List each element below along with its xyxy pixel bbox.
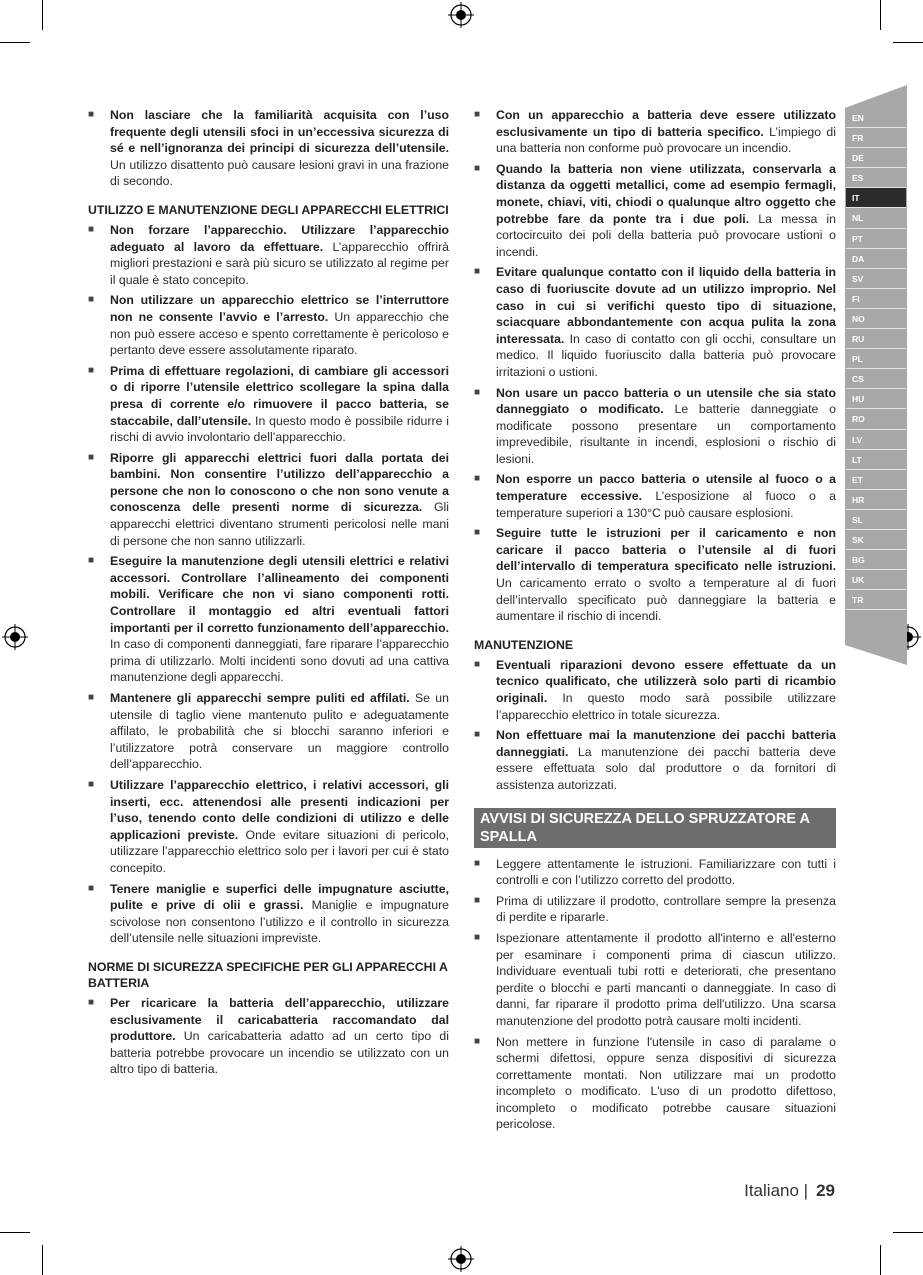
bullet-square-icon: ■ bbox=[474, 162, 481, 174]
bold-lead-text: Per ricaricare la batteria dell’apparecchio, utilizzare esclusivamente il caricabatteria raccomandato dal produttore. bbox=[110, 995, 449, 1044]
section-heading-battery-rules: NORME DI SICUREZZA SPECIFICHE PER GLI APPARECCHI A BATTERIA bbox=[88, 959, 448, 990]
language-tab-list bbox=[846, 108, 906, 610]
maintenance-list bbox=[474, 657, 836, 794]
body-text: In caso di contatto con gli occhi, consultare un medico. Il liquido fuoriuscito dalla batteria può provocare irritazioni o ustioni. bbox=[496, 331, 836, 379]
battery-rules-list-continued bbox=[474, 107, 836, 625]
bold-lead-text: Eseguire la manutenzione degli utensili elettrici e relativi accessori. Controllare l’allineamento dei componenti mobili. Verificare che non vi siano componenti rotti. Controllare il montaggio ed altri eventuali fattori importanti per il corretto funzionamento dell’apparecchio. bbox=[110, 554, 449, 635]
crop-mark bbox=[0, 1232, 30, 1233]
sprayer-safety-list bbox=[474, 856, 836, 1134]
bullet-square-icon: ■ bbox=[474, 473, 481, 485]
list-item bbox=[88, 222, 449, 288]
list-item bbox=[88, 995, 449, 1078]
bullet-square-icon: ■ bbox=[474, 894, 481, 906]
list-item bbox=[474, 385, 836, 468]
registration-mark-icon bbox=[448, 2, 474, 28]
right-column bbox=[474, 107, 836, 1137]
body-text: In caso di componenti danneggiati, fare riparare l’apparecchio prima di utilizzarlo. Molti incidenti sono dovuti ad una cattiva manutenzione degli apparecchi. bbox=[110, 637, 449, 685]
bullet-square-icon: ■ bbox=[88, 109, 95, 120]
language-tab-sl[interactable]: SL bbox=[846, 510, 906, 530]
list-item bbox=[474, 471, 836, 521]
bullet-square-icon: ■ bbox=[474, 527, 481, 539]
bullet-square-icon: ■ bbox=[474, 658, 481, 670]
body-text: Onde evitare situazioni di pericolo, utilizzare l’apparecchio elettrico solo per i lavori per cui è stato concepito. bbox=[110, 827, 450, 875]
bullet-square-icon: ■ bbox=[474, 109, 481, 120]
language-tab-de[interactable]: DE bbox=[846, 148, 906, 168]
bullet-square-icon: ■ bbox=[88, 364, 95, 376]
bold-lead-text: Non forzare l’apparecchio. Utilizzare l’apparecchio adeguato al lavoro da effettuare. bbox=[110, 222, 449, 254]
bold-lead-text: Riporre gli apparecchi elettrici fuori dalla portata dei bambini. Non consentire l’utilizzo dell’apparecchio a persone che non lo conoscono o che non sono venute a conoscenza delle presenti norme di sicurezza. bbox=[110, 450, 449, 515]
body-text: L’apparecchio offrirà migliori prestazioni e sarà più sicuro se utilizzato al regime per il quale è stato concepito. bbox=[110, 239, 449, 287]
bullet-square-icon: ■ bbox=[474, 857, 481, 869]
bold-lead-text: Mantenere gli apparecchi sempre puliti ed affilati. bbox=[110, 691, 410, 705]
list-item bbox=[88, 450, 449, 550]
intro-list bbox=[88, 107, 449, 190]
language-tab-fi[interactable]: FI bbox=[846, 289, 906, 309]
list-item bbox=[88, 690, 449, 773]
list-item bbox=[474, 1034, 836, 1134]
body-text: Un apparecchio che non può essere acceso e spento correttamente è pericoloso e pertanto deve essere assolutamente riparato. bbox=[110, 309, 450, 358]
bullet-square-icon: ■ bbox=[88, 996, 95, 1008]
bullet-square-icon: ■ bbox=[474, 931, 481, 943]
language-tab-bg[interactable]: BG bbox=[846, 550, 906, 570]
bullet-square-icon: ■ bbox=[88, 451, 95, 463]
bold-lead-text: Seguire tutte le istruzioni per il caricamento e non caricare il pacco batteria o l’utensile al di fuori dell’intervallo di temperatura specificato nelle istruzioni. bbox=[496, 526, 836, 574]
bullet-square-icon: ■ bbox=[474, 729, 481, 741]
left-column bbox=[88, 107, 449, 1082]
body-text: L’impiego di una batteria non conforme può provocare un incendio. bbox=[496, 124, 836, 156]
body-text: Non mettere in funzione l'utensile in caso di paralame o schermi difettosi, oppure senza dispositivi di sicurezza correttamente montati. Non utilizzare mai un prodotto incompleto o modificato. L'uso di un prodotto difettoso, incompleto o modificato potrebbe causare situazioni pericolose. bbox=[496, 1034, 836, 1132]
language-tab-lv[interactable]: LV bbox=[846, 430, 906, 450]
list-item bbox=[88, 881, 449, 947]
bold-lead-text: Evitare qualunque contatto con il liquido della batteria in caso di fuoriuscite dovute ad un utilizzo improprio. Nel caso in cui si verifichi questo tipo di situazione, sciacquare abbondantemente con acqua pulita la zona interessata. bbox=[496, 265, 836, 346]
list-item bbox=[474, 930, 836, 1030]
bullet-square-icon: ■ bbox=[88, 555, 95, 567]
language-tab-pl[interactable]: PL bbox=[846, 349, 906, 369]
bold-lead-text: Con un apparecchio a batteria deve essere utilizzato esclusivamente un tipo di batteria specifico. bbox=[496, 108, 836, 139]
list-item bbox=[88, 363, 449, 446]
language-tab-et[interactable]: ET bbox=[846, 470, 906, 490]
page-number: 29 bbox=[816, 1181, 835, 1200]
bold-lead-text: Utilizzare l’apparecchio elettrico, i relativi accessori, gli inserti, ecc. attenendosi alle presenti indicazioni per l’uso, tenendo conto delle condizioni di utilizzo e delle applicazioni previste. bbox=[110, 777, 449, 842]
language-tab-uk[interactable]: UK bbox=[846, 570, 906, 590]
body-text: La manutenzione dei pacchi batteria deve essere effettuata solo dal produttore o da fornitori di assistenza autorizzati. bbox=[496, 744, 836, 792]
body-text: Gli apparecchi elettrici diventano strumenti pericolosi nelle mani di persone che non sanno utilizzarli. bbox=[110, 500, 450, 548]
language-tab-sv[interactable]: SV bbox=[846, 269, 906, 289]
body-text: Maniglie e impugnature scivolose non consentono l’utilizzo e il controllo in sicurezza dell’utensile nelle situazioni impreviste. bbox=[110, 898, 449, 946]
list-item bbox=[474, 525, 836, 625]
language-tab-cs[interactable]: CS bbox=[846, 369, 906, 389]
body-text: In questo modo è possibile ridurre i rischi di avvio involontario dell’apparecchio. bbox=[110, 413, 449, 445]
body-text: Un caricamento errato o svolto a temperature al di fuori dell’intervallo specificato può danneggiare la batteria e aumentare il rischio di incendi. bbox=[496, 576, 836, 624]
bullet-square-icon: ■ bbox=[88, 294, 95, 306]
language-tab-pt[interactable]: PT bbox=[846, 229, 906, 249]
list-item bbox=[88, 553, 449, 686]
language-tab-ro[interactable]: RO bbox=[846, 409, 906, 429]
body-text: Leggere attentamente le istruzioni. Familiarizzare con tutti i controlli e con l’utilizzo corretto del prodotto. bbox=[496, 856, 836, 888]
crop-mark bbox=[893, 42, 923, 43]
language-tab-sk[interactable]: SK bbox=[846, 530, 906, 550]
language-tab-lt[interactable]: LT bbox=[846, 450, 906, 470]
bullet-square-icon: ■ bbox=[474, 386, 481, 398]
body-text: La messa in cortocircuito dei poli della batteria può provocare ustioni o incendi. bbox=[496, 211, 837, 259]
language-tab-fr[interactable]: FR bbox=[846, 128, 906, 148]
crop-mark bbox=[880, 0, 881, 30]
body-text: Un caricabatteria adatto ad un certo tipo di batteria potrebbe provocare un incendio se utilizzato con un altro tipo di batteria. bbox=[110, 1029, 449, 1077]
language-tab-no[interactable]: NO bbox=[846, 309, 906, 329]
bullet-square-icon: ■ bbox=[474, 266, 481, 278]
body-text: Prima di utilizzare il prodotto, controllare sempre la presenza di perdite e ripararle. bbox=[496, 893, 836, 925]
language-tab-es[interactable]: ES bbox=[846, 168, 906, 188]
list-item bbox=[88, 292, 449, 358]
bold-lead-text: Eventuali riparazioni devono essere effettuate da un tecnico qualificato, che utilizzerà solo parti di ricambio originali. bbox=[496, 657, 836, 705]
list-item bbox=[474, 161, 836, 261]
language-tab-hu[interactable]: HU bbox=[846, 389, 906, 409]
section-heading-maintenance: MANUTENZIONE bbox=[474, 637, 574, 652]
bold-lead-text: Tenere maniglie e superfici delle impugnature asciutte, pulite e prive di olii e grassi. bbox=[110, 881, 449, 913]
crop-mark bbox=[880, 1245, 881, 1275]
language-tab-ru[interactable]: RU bbox=[846, 329, 906, 349]
maintenance-use-list bbox=[88, 222, 449, 947]
list-item bbox=[88, 777, 449, 877]
language-tab-tr[interactable]: TR bbox=[846, 590, 906, 610]
battery-rules-list bbox=[88, 995, 449, 1078]
language-tab-nl[interactable]: NL bbox=[846, 208, 906, 228]
bold-lead-text: Prima di effettuare regolazioni, di cambiare gli accessori o di riporre l’utensile elettrico scollegare la spina dalla presa di corrente e/o rimuovere il pacco batteria, se staccabile, dall’utensile. bbox=[110, 363, 449, 428]
list-item bbox=[474, 657, 836, 723]
bold-lead-text: Non esporre un pacco batteria o utensile al fuoco o a temperature eccessive. bbox=[496, 472, 836, 504]
bold-lead-text: Non effettuare mai la manutenzione dei pacchi batteria danneggiati. bbox=[496, 728, 836, 759]
body-text: In questo modo sarà possibile utilizzare l’apparecchio elettrico in totale sicurezza. bbox=[496, 691, 836, 722]
list-item bbox=[474, 107, 836, 157]
body-text: Un utilizzo disattento può causare lesioni gravi in una frazione di secondo. bbox=[110, 157, 449, 189]
bold-lead-text: Quando la batteria non viene utilizzata, conservarla a distanza da oggetti metallici, come ad esempio fermagli, monete, chiavi, viti, chiodi o qualunque altro oggetto che potrebbe fare da ponte tra i due poli. bbox=[496, 161, 836, 226]
page-footer bbox=[744, 1181, 835, 1201]
list-item bbox=[474, 893, 836, 926]
language-tab-en[interactable]: EN bbox=[846, 108, 906, 128]
body-text: Le batterie danneggiate o modificate possono presentare un comportamento imprevedibile, risultante in incendi, esplosioni o rischio di lesioni. bbox=[496, 402, 836, 466]
crop-mark bbox=[893, 1232, 923, 1233]
bullet-square-icon: ■ bbox=[474, 1035, 481, 1047]
registration-mark-icon bbox=[448, 1246, 474, 1272]
list-item bbox=[474, 727, 836, 793]
list-item bbox=[474, 264, 836, 380]
body-text: Ispezionare attentamente il prodotto all'interno e all'esterno per esaminare i componenti prima di ciascun utilizzo. Individuare eventuali tubi rotti e deteriorati, che presentano perdite o blocchi e parti mancanti o danneggiate. In caso di danni, far riparare il prodotto prima dell'utilizzo. Una scarsa manutenzione del prodotto potrà causare molti incidenti. bbox=[496, 930, 836, 1028]
language-tab-hr[interactable]: HR bbox=[846, 490, 906, 510]
bold-lead-text: Non utilizzare un apparecchio elettrico se l’interruttore non ne consente l’avvio e l’arresto. bbox=[110, 293, 449, 324]
language-tab-it[interactable]: IT bbox=[846, 188, 906, 208]
bold-lead-text: Non lasciare che la familiarità acquisita con l’uso frequente degli utensili sfoci in un’eccessiva sicurezza di sé e nell’ignoranza dei principi di sicurezza dell’utensile. bbox=[110, 108, 449, 156]
section-heading-maintenance-use: UTILIZZO E MANUTENZIONE DEGLI APPARECCHI ELETTRICI bbox=[88, 202, 449, 217]
list-item bbox=[88, 107, 449, 190]
bullet-square-icon: ■ bbox=[88, 223, 95, 235]
language-tab-da[interactable]: DA bbox=[846, 249, 906, 269]
footer-language: Italiano | bbox=[744, 1181, 809, 1200]
sprayer-safety-banner: AVVISI DI SICUREZZA DELLO SPRUZZATORE A SPALLA bbox=[474, 808, 836, 848]
body-text: Se un utensile di taglio viene mantenuto pulito e adeguatamente affilato, le probabilità che si blocchi saranno inferiori e l’utilizzatore potrà conservare un maggiore controllo dell’apparecchio. bbox=[110, 691, 449, 772]
registration-mark-icon bbox=[2, 624, 28, 650]
bullet-square-icon: ■ bbox=[88, 692, 95, 703]
crop-mark bbox=[0, 42, 30, 43]
crop-mark bbox=[42, 0, 43, 30]
bullet-square-icon: ■ bbox=[88, 778, 95, 790]
body-text: L’esposizione al fuoco o a temperature superiori a 130°C può causare esplosioni. bbox=[496, 489, 837, 520]
crop-mark bbox=[42, 1245, 43, 1275]
bold-lead-text: Non usare un pacco batteria o un utensile che sia stato danneggiato o modificato. bbox=[496, 385, 836, 417]
list-item bbox=[474, 856, 836, 889]
bullet-square-icon: ■ bbox=[88, 882, 95, 894]
